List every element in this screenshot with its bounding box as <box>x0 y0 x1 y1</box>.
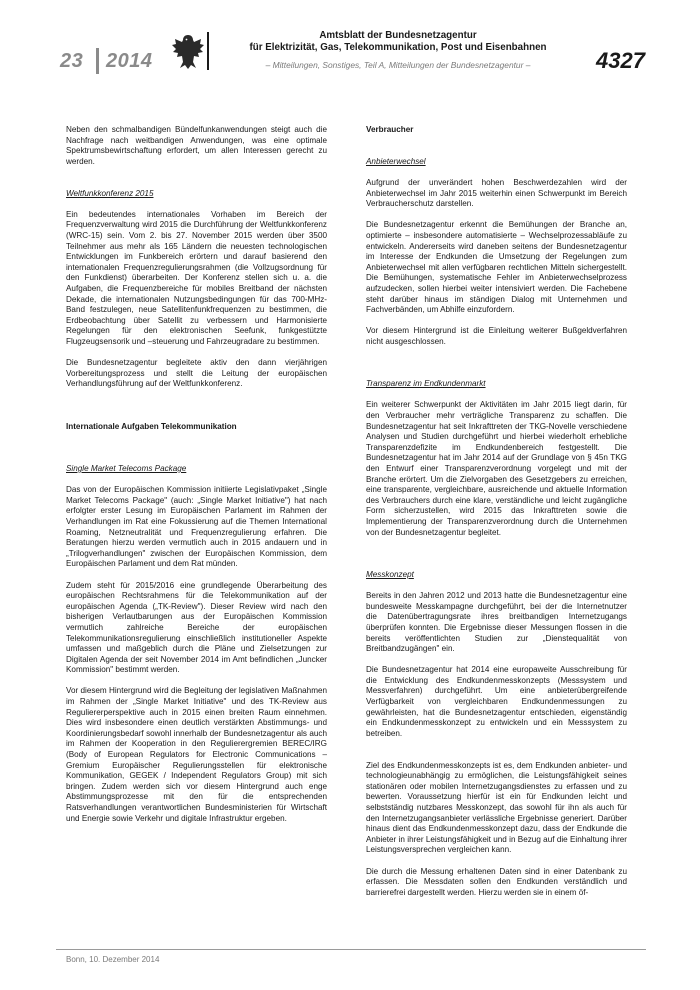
issue-number: 23 <box>60 50 84 72</box>
paragraph: Vor diesem Hintergrund ist die Einleitung weiterer Bußgeldverfahren nicht ausgeschlossen. <box>366 326 627 346</box>
paragraph: Das von der Europäischen Kommission initiierte Legislativpaket „Single Market Telecoms Package" (auch: „Single Market Initiative") hat nach erfolgter erster Lesung im Europäischen Parlament im Rahmen der Verhandlungen im Rat eine Fokussierung auf die Themen International Roaming, Netzneutralität und Frequenzregulierung erfahren. Die Beratungen hierzu werden vermutlich auch in 2015 andauern und in „Trilogverhandlungen" zwischen der Europäischen Kommission, dem Europäischen Parlament und dem Rat münden. <box>66 485 327 569</box>
paragraph: Zudem steht für 2015/2016 eine grundlegende Überarbeitung des europäischen Rechtsrahmens für die Telekommunikation auf der europäischen Agenda („TK-Review"). Dieser Review wird nach den bisherigen Verlautbarungen aus der Europäischen Kommission vermutlich zahlreiche Bereiche der europäischen Telekommunikationsregulierung einschließlich institutioneller Aspekte umfassen und maßgeblich durch die Pläne und Zielsetzungen zur Digitalen Agenda der seit November 2014 im Amt befindlichen „Juncker Kommission" bestimmt werden. <box>66 580 327 675</box>
header-separator <box>96 48 99 74</box>
section-heading-transparenz: Transparenz im Endkundenmarkt <box>366 379 486 389</box>
gazette-title: Amtsblatt der Bundesnetzagentur <box>319 30 477 41</box>
paragraph: Ziel des Endkundenmesskonzepts ist es, dem Endkunden anbieter- und technologieunabhängig zu ermöglichen, die Leistungsfähigkeit seines stationären oder mobilen Internetzugangsdienstes zu erfassen und zu bewerten. Voraussetzung hierfür ist ein für Endkunden leicht und selbstständig nutzbares Messkonzept, das sowohl für ihn als auch für den Internetzugangsanbieter verlässliche Ergebnisse generiert. Darüber hinaus dient das Endkundenmesskonzept dazu, dass der Endkunde die Anbieter in ihrer Leistungsfähigkeit und in Bezug auf die Einhaltung ihrer Leistungsversprechen vergleichen kann. <box>366 760 627 855</box>
paragraph: Die Bundesnetzagentur hat 2014 eine europaweite Ausschreibung für die Entwicklung des Endkundenmesskonzepts (Messsystem und Messverfahren) durchgeführt. Um eine anbieterübergreifende Verfügbarkeit von vergleichbaren Endkundenmessungen zu gewährleisten, hat die Bundesnetzagentur entschieden, eigenständig ein Endkundenmesskonzept zu entwickeln und ein Messsystem zu betreiben. <box>366 665 627 738</box>
paragraph: Die Bundesnetzagentur begleitete aktiv den dann vierjährigen Vorbereitungsprozess und stellt die Leitung der europäischen Verhandlungsführung auf der Weltfunkkonferenz. <box>66 358 327 389</box>
issue-year: 2014 <box>106 50 153 72</box>
section-heading-internationale-aufgaben: Internationale Aufgaben Telekommunikation <box>66 421 237 431</box>
section-heading-messkonzept: Messkonzept <box>366 569 414 579</box>
paragraph: Vor diesem Hintergrund wird die Begleitung der legislativen Maßnahmen im Rahmen der „Single Market Initiative" und des TK-Review aus Reguliererperspektive auch in 2015 einen breiten Raum einnehmen. Dies wird insbesondere einen deutlich verstärkten Abstimmungs- und Koordinierungsbedarf sowohl innerhalb der Bundesnetzagentur als auch im Rahmen der Kooperation in den Regulierergremien BEREC/IRG (Body of European Regulators for Electronic Communications – Gremium Europäischer Regulierungsstellen für elektronische Kommunikation, GEGEK / Independent Regulators Group) mit sich bringen. Zudem werden sich vor diesem Hintergrund auch enge Abstimmungsprozesse mit den für die entsprechenden Ratsverhandlungen verantwortlichen Bundesministerien für Wirtschaft und Energie sowie Verkehr und digitale Infrastruktur ergeben. <box>66 686 327 823</box>
section-heading-anbieterwechsel: Anbieterwechsel <box>366 156 426 166</box>
section-heading-weltfunkkonferenz: Weltfunkkonferenz 2015 <box>66 188 154 198</box>
paragraph: Die Bundesnetzagentur erkennt die Bemühungen der Branche an, optimierte – insbesondere automatisierte – Wechselprozessabläufe zu entwickeln. Andererseits wird daneben seitens der Bundesnetzagentur im Interesse der Endkunden die Umsetzung der Regelungen zum Anbieterwechsel mit allen verfügbaren rechtlichen Mitteln sichergestellt. Die Bemühungen, systematische Fehler im Anbieterwechselprozess aufzudecken, sollen hierbei weiter intensiviert werden. Die Fachebene steht darüber hinaus im ständigen Dialog mit Unternehmen und Fachverbänden, um Abhilfe einzufordern. <box>366 220 627 315</box>
footer-rule <box>56 949 646 950</box>
gazette-title-line2: für Elektrizität, Gas, Telekommunikation, Post und Eisenbahnen <box>249 42 547 53</box>
paragraph: Ein bedeutendes internationales Vorhaben im Bereich der Frequenzverwaltung wird 2015 die Durchführung der Weltfunkkonferenz (WRC-15) sein. Vom 2. bis 27. November 2015 werden über 3500 Teilnehmer aus mehr als 165 Ländern die neuesten technologischen Entwicklungen im Funkbereich erörtern und darauf basierend den internationalen Frequenzregulierungsrahmen (die Vollzugsordnung für den Funkdienst) überarbeiten. Der Konferenz stellen sich u. a. die Aufgaben, die Frequenzbereiche für mobiles Breitband der nächsten Dekade, die internationalen Nutzungsbedingungen für das 700-MHz-Band festzulegen, neue Satellitenfunkfrequenzen zu bestimmen, die Erdbeobachtung über Satellit zu verbessern und Harmonisierte Regelungen für den elektronischen Seefunk, funkgestützte Flugzeugsensorik und –steuerung und Fahrzeugradare zu bestimmen. <box>66 209 327 346</box>
logo-divider <box>207 32 209 70</box>
footer-date: Bonn, 10. Dezember 2014 <box>66 955 160 964</box>
paragraph: Neben den schmalbandigen Bündelfunkanwendungen steigt auch die Nachfrage nach weitbandigen Anwendungen, was eine optimale Spektrumsbewirtschaftung erfordert, um allen Interessen gerecht zu werden. <box>66 125 327 166</box>
section-heading-verbraucher: Verbraucher <box>366 125 414 134</box>
left-column <box>66 125 327 835</box>
paragraph: Aufgrund der unverändert hohen Beschwerdezahlen wird der Anbieterwechsel im Jahr 2015 weiterhin einen Schwerpunkt im Bereich Verbraucherschutz darstellen. <box>366 177 627 209</box>
federal-eagle-icon <box>170 32 206 72</box>
right-column <box>366 125 627 909</box>
gazette-section: – Mitteilungen, Sonstiges, Teil A, Mitteilungen der Bundesnetzagentur – <box>265 60 531 70</box>
section-heading-single-market: Single Market Telecoms Package <box>66 464 187 474</box>
paragraph: Die durch die Messung erhaltenen Daten sind in einer Datenbank zu erfassen. Die Messdaten sollen den Endkunden verständlich und barrierefrei dargestellt werden. Hierzu werden sie in einem öf- <box>366 866 627 897</box>
paragraph: Bereits in den Jahren 2012 und 2013 hatte die Bundesnetzagentur eine bundesweite Messkampagne durchgeführt, bei der die Internetnutzer die Datenübertragungsrate ihres breitbandigen Internetzugangs überprüfen konnten. Die Ergebnisse dieser Messungen flossen in die bereits veröffentlichten Studien zur „Dienstequalität von Breitbandzugängen" ein. <box>366 591 627 654</box>
page-number: 4327 <box>596 48 645 73</box>
paragraph: Ein weiterer Schwerpunkt der Aktivitäten im Jahr 2015 liegt darin, für den Verbraucher mehr verträgliche Transparenz zu schaffen. Die Bundesnetzagentur hat seit Inkrafttreten der TKG-Novelle verschiedene Analysen und Studien durchgeführt und hierbei wiederholt erhebliche Transparenzdefizite im Endkundenbereich festgestellt. Die Bundesnetzagentur hat im Jahr 2014 auf der Grundlage von § 45n TKG den Entwurf einer Transparenzverordnung vorgelegt und mit der Branche erörtert. Um die Zielvorgaben des Gesetzgebers zu erreichen, eine transparente, vergleichbare, ausreichende und aktuelle Information des Verbrauchers durch eine klare, verständliche und leicht zugängliche Form sicherzustellen, wird 2015 das Inkrafttreten sowie die Implementierung der Transparenzverordnung durch die Unternehmen von der Bundesnetzagentur begleitet. <box>366 400 627 537</box>
